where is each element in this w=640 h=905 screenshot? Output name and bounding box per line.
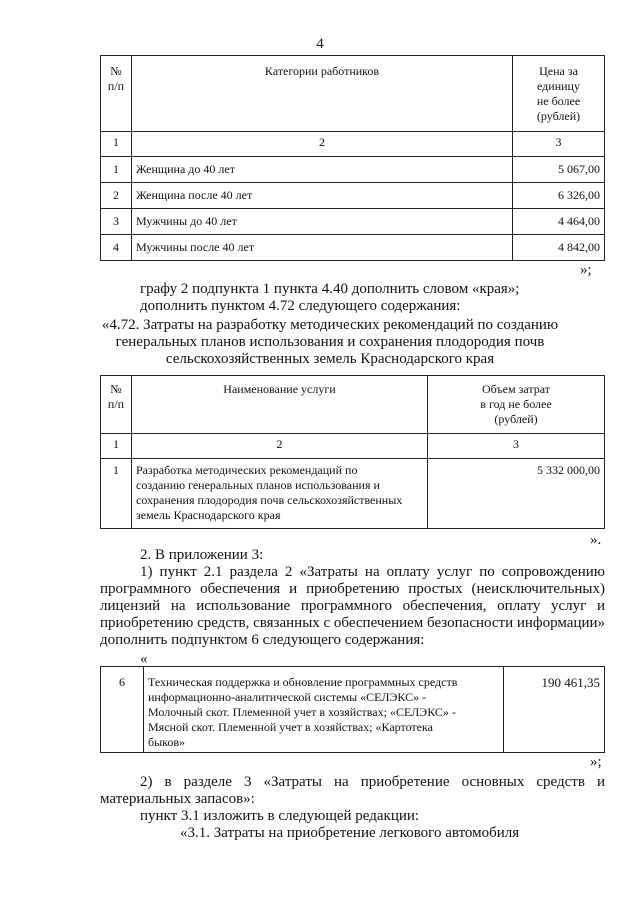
index-cell: 2 [132, 434, 428, 459]
price-table [100, 55, 605, 261]
row-cost: 5 332 000,00 [428, 459, 605, 529]
row-number: 4 [101, 235, 132, 261]
section3-line-4: «3.1. Затраты на приобретение легкового автомобиля [180, 825, 520, 841]
section3-line-3: пункт 3.1 изложить в следующей редакции: [140, 808, 420, 824]
index-cell: 3 [513, 132, 605, 157]
table-header-row [101, 56, 605, 132]
table-row [101, 459, 605, 529]
appendix-heading: 2. В приложении 3: [140, 547, 264, 563]
row-number: 6 [101, 667, 144, 753]
row-number: 3 [101, 209, 132, 235]
paragraph-line: лицензий на использование программного обеспечения, оплату услуг и [100, 598, 605, 614]
header-cell-category: Категории работников [132, 56, 513, 132]
row-category: Женщина после 40 лет [132, 183, 513, 209]
table-row [101, 209, 605, 235]
index-cell: 1 [101, 434, 132, 459]
table-row [101, 235, 605, 261]
header-cell-cost: Объем затрат в год не более (рублей) [428, 376, 605, 434]
amendment-line-2: дополнить пунктом 4.72 следующего содержания: [140, 298, 461, 314]
row-number: 1 [101, 459, 132, 529]
row-category: Мужчины после 40 лет [132, 235, 513, 261]
header-cell-number: № п/п [101, 56, 132, 132]
row-price: 4 464,00 [513, 209, 605, 235]
header-cell-price: Цена за единицу не более (рублей) [513, 56, 605, 132]
index-cell: 1 [101, 132, 132, 157]
services-table [100, 375, 605, 529]
row-cost: 190 461,35 [504, 667, 605, 753]
section-heading-line-3: сельскохозяйственных земель Краснодарского края [165, 351, 495, 367]
page-number: 4 [316, 36, 324, 52]
row-number: 2 [101, 183, 132, 209]
support-table [100, 666, 605, 753]
row-category: Мужчины до 40 лет [132, 209, 513, 235]
header-cell-service: Наименование услуги [132, 376, 428, 434]
index-cell: 3 [428, 434, 605, 459]
row-number: 1 [101, 157, 132, 183]
section3-line-2: материальных запасов»: [100, 791, 255, 807]
row-price: 4 842,00 [513, 235, 605, 261]
row-service: Техническая поддержка и обновление программных средств информационно-аналитической системы «СЕЛЭКС» - Молочный скот. Племенной учет в хозяйствах; «СЕЛЭКС» - Мясной скот. Племенной учет в хозяйствах; «Картотека быков» [144, 667, 504, 753]
row-service: Разработка методических рекомендаций по созданию генеральных планов использования и сохранения плодородия почв сельскохозяйственных земель Краснодарского края [132, 459, 428, 529]
table-index-row [101, 132, 605, 157]
header-cell-number: № п/п [101, 376, 132, 434]
section-heading-line-1: «4.72. Затраты на разработку методических рекомендаций по созданию [101, 317, 559, 333]
section-heading-line-2: генеральных планов использования и сохранения плодородия почв [115, 334, 545, 350]
section3-line-1: 2) в разделе 3 «Затраты на приобретение основных средств и [140, 774, 605, 790]
table2-closing-quote: ». [590, 532, 602, 548]
table-row [101, 667, 605, 753]
open-quote: « [140, 651, 148, 667]
row-price: 5 067,00 [513, 157, 605, 183]
amendment-line-1: графу 2 подпункта 1 пункта 4.40 дополнить словом «края»; [140, 281, 520, 297]
table1-closing-quote: »; [580, 262, 592, 278]
table-row [101, 183, 605, 209]
paragraph-line: 1) пункт 2.1 раздела 2 «Затраты на оплату услуг по сопровождению [140, 564, 605, 580]
paragraph-line: дополнить подпунктом 6 следующего содержания: [100, 632, 425, 648]
paragraph-line: приобретению средств, связанных с обеспечением безопасности информации» [100, 615, 606, 631]
table-header-row [101, 376, 605, 434]
row-price: 6 326,00 [513, 183, 605, 209]
paragraph-line: программного обеспечения и приобретению простых (неисключительных) [100, 581, 605, 597]
row-category: Женщина до 40 лет [132, 157, 513, 183]
table-row [101, 157, 605, 183]
index-cell: 2 [132, 132, 513, 157]
table-index-row [101, 434, 605, 459]
table3-closing-quote: »; [590, 754, 602, 770]
